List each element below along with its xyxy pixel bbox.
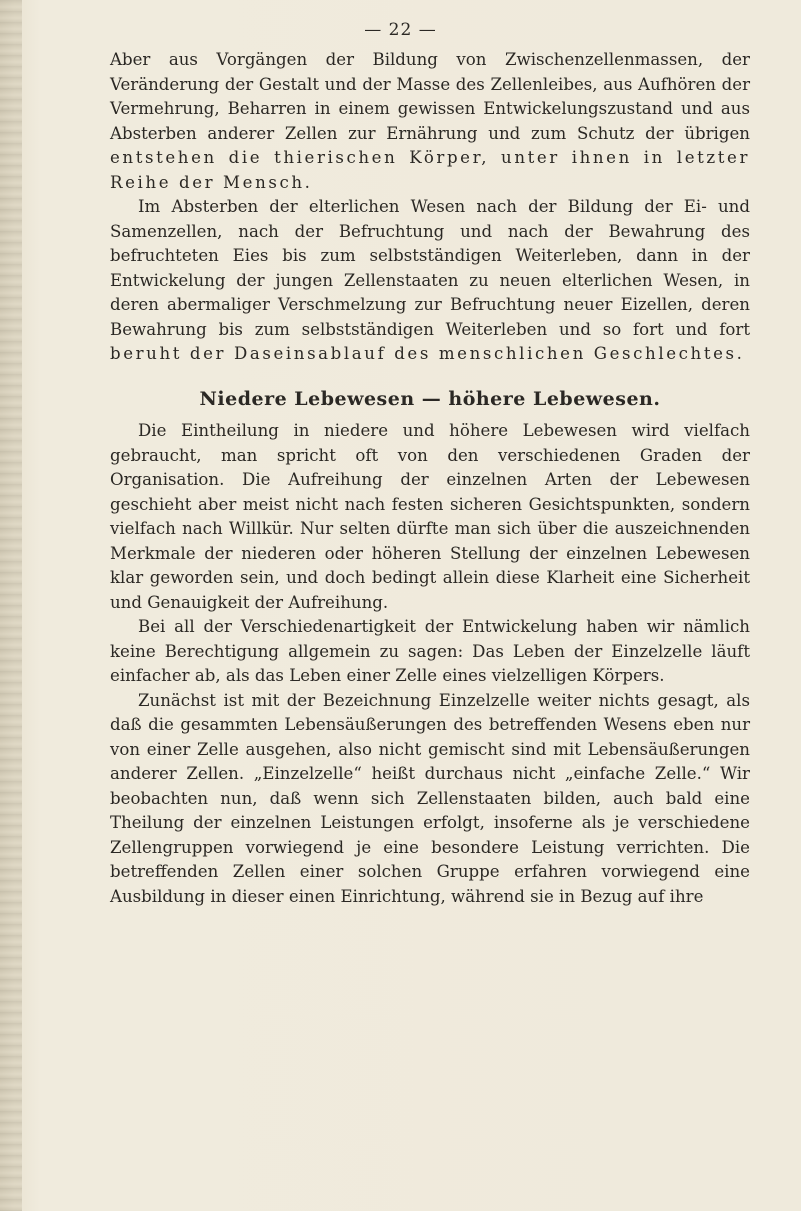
text-run: . <box>304 172 310 192</box>
paragraph <box>110 195 750 367</box>
paragraph: Die Eintheilung in niedere und höhere Lebewesen wird vielfach gebraucht, man spricht oft von den verschiedenen Graden der Organisation. Die Aufreihung der einzelnen Arten der Lebewesen geschieht aber meist nicht nach festen sicheren Gesichtspunkten, sondern vielfach nach Willkür. Nur selten dürfte man sich über die auszeichnenden Merkmale der niederen oder höheren Stellung der einzelnen Lebewesen klar geworden sein, und doch bedingt allein diese Klarheit eine Sicherheit und Genauigkeit der Aufreihung. <box>110 421 750 612</box>
section-heading: Niedere Lebewesen — höhere Lebewesen. <box>199 387 661 410</box>
paragraph: Bei all der Verschiedenartigkeit der Entwickelung haben wir nämlich keine Berechtigung allgemein zu sagen: Das Leben der Einzelzelle läuft einfacher ab, als das Leben einer Zelle eines vielzelligen Körpers. <box>110 617 750 685</box>
book-gutter <box>0 0 22 1211</box>
text-run: Im Absterben der elterlichen Wesen nach der Bildung der Ei- und Samenzellen, nach der Befruchtung und nach der Bewahrung des befruchteten Eies bis zum selbstständigen Weiterleben, dann in der Entwickelung der jungen Zellenstaaten zu neuen elterlichen Wesen, in deren abermaliger Verschmelzung zur Befruchtung neuer Eizellen, deren Bewahrung bis zum selbstständigen Weiterleben und so fort und fort <box>110 197 750 339</box>
spaced-emphasis-text: beruht der Daseinsablauf des menschlichen Geschlechtes <box>110 344 737 363</box>
body-text <box>110 48 750 909</box>
text-run: . <box>736 344 742 363</box>
page-number: — 22 — <box>364 20 437 40</box>
paragraph: Zunächst ist mit der Bezeichnung Einzelzelle weiter nichts gesagt, als daß die gesammten Lebensäußerungen des betreffenden Wesens eben nur von einer Zelle ausgehen, also nicht gemischt sind mit Lebensäußerungen anderer Zellen. „Einzelzelle“ heißt durchaus nicht „einfache Zelle.“ Wir beobachten nun, daß wenn sich Zellenstaaten bilden, auch bald eine Theilung der einzelnen Leistungen erfolgt, insoferne als je verschiedene Zellengruppen vorwiegend je eine besondere Leistung verrichten. Die betreffenden Zellen einer solchen Gruppe erfahren vorwiegend eine Ausbildung in dieser einen Einrichtung, während sie in Bezug auf ihre <box>110 690 750 906</box>
paragraph <box>110 48 750 195</box>
spaced-emphasis-text: entstehen die thierischen Körper, unter ihnen in letzter Reihe der Mensch <box>110 148 750 192</box>
text-run: Aber aus Vorgängen der Bildung von Zwischenzellenmassen, der Veränderung der Gestalt und der Masse des Zellenleibes, aus Aufhören der Vermehrung, Beharren in einem gewissen Entwickelungszustand und aus Absterben anderer Zellen zur Ernährung und zum Schutz der übrigen <box>110 50 750 143</box>
